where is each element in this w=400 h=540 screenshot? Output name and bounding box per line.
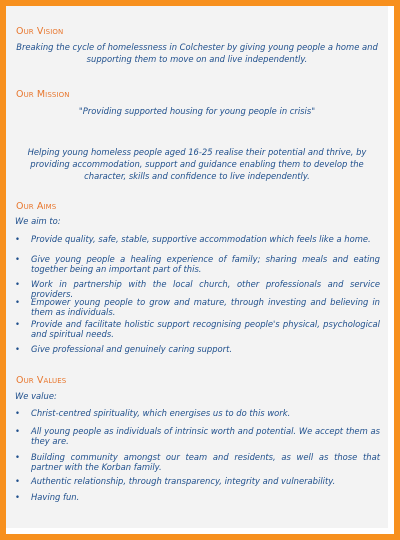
document-page [6, 6, 388, 528]
values-list-item [15, 427, 380, 446]
values-intro: We value: [15, 391, 57, 401]
mission-quote: "Providing supported housing for young people in crisis" [78, 106, 316, 116]
aims-list-item [15, 345, 380, 355]
values-list-item [15, 493, 380, 503]
aims-item-text: Provide and facilitate holistic support recognising people's physical, psychological and spiritual needs. [31, 319, 380, 339]
bullet-icon: • [15, 452, 20, 462]
aims-item-text: Give professional and genuinely caring support. [31, 344, 233, 354]
vision-heading: Our Vision [16, 26, 64, 37]
aims-item-text: Empower young people to grow and mature, through investing and believing in them as individuals. [31, 297, 380, 317]
values-item-text: All young people as individuals of intrinsic worth and potential. We accept them as they are. [31, 426, 380, 446]
mission-heading: Our Mission [16, 89, 70, 100]
bullet-icon: • [15, 254, 20, 264]
values-list-item [15, 453, 380, 472]
values-item-text: Christ-centred spirituality, which energises us to do this work. [31, 408, 291, 418]
mission-text: Helping young homeless people aged 16-25 realise their potential and thrive, by providing accommodation, support and guidance enabling them to develop the character, skills and confidence to live independently. [27, 147, 367, 182]
values-item-text: Authentic relationship, through transparency, integrity and vulnerability. [31, 476, 336, 486]
aims-item-text: Give young people a healing experience of family; sharing meals and eating together being an important part of this. [31, 254, 380, 274]
values-list-item [15, 477, 380, 487]
aims-item-text: Provide quality, safe, stable, supportive accommodation which feels like a home. [31, 234, 371, 244]
vision-text: Breaking the cycle of homelessness in Colchester by giving young people a home and supporting them to move on and live independently. [16, 42, 378, 65]
values-item-text: Having fun. [31, 492, 80, 502]
values-item-text: Building community amongst our team and residents, as well as those that partner with the Korban family. [31, 452, 380, 472]
aims-list-item [15, 298, 380, 317]
bullet-icon: • [15, 408, 20, 418]
aims-item-text: Work in partnership with the local church, other professionals and service providers. [31, 279, 380, 299]
bullet-icon: • [15, 279, 20, 289]
bullet-icon: • [15, 234, 20, 244]
values-heading: Our Values [16, 375, 67, 386]
aims-list-item [15, 320, 380, 339]
bullet-icon: • [15, 426, 20, 436]
aims-intro: We aim to: [15, 216, 61, 226]
bullet-icon: • [15, 476, 20, 486]
bullet-icon: • [15, 344, 20, 354]
aims-list-item [15, 235, 380, 245]
bullet-icon: • [15, 319, 20, 329]
bullet-icon: • [15, 297, 20, 307]
bullet-icon: • [15, 492, 20, 502]
values-list-item [15, 409, 380, 419]
aims-heading: Our Aims [16, 201, 57, 212]
aims-list-item [15, 255, 380, 274]
